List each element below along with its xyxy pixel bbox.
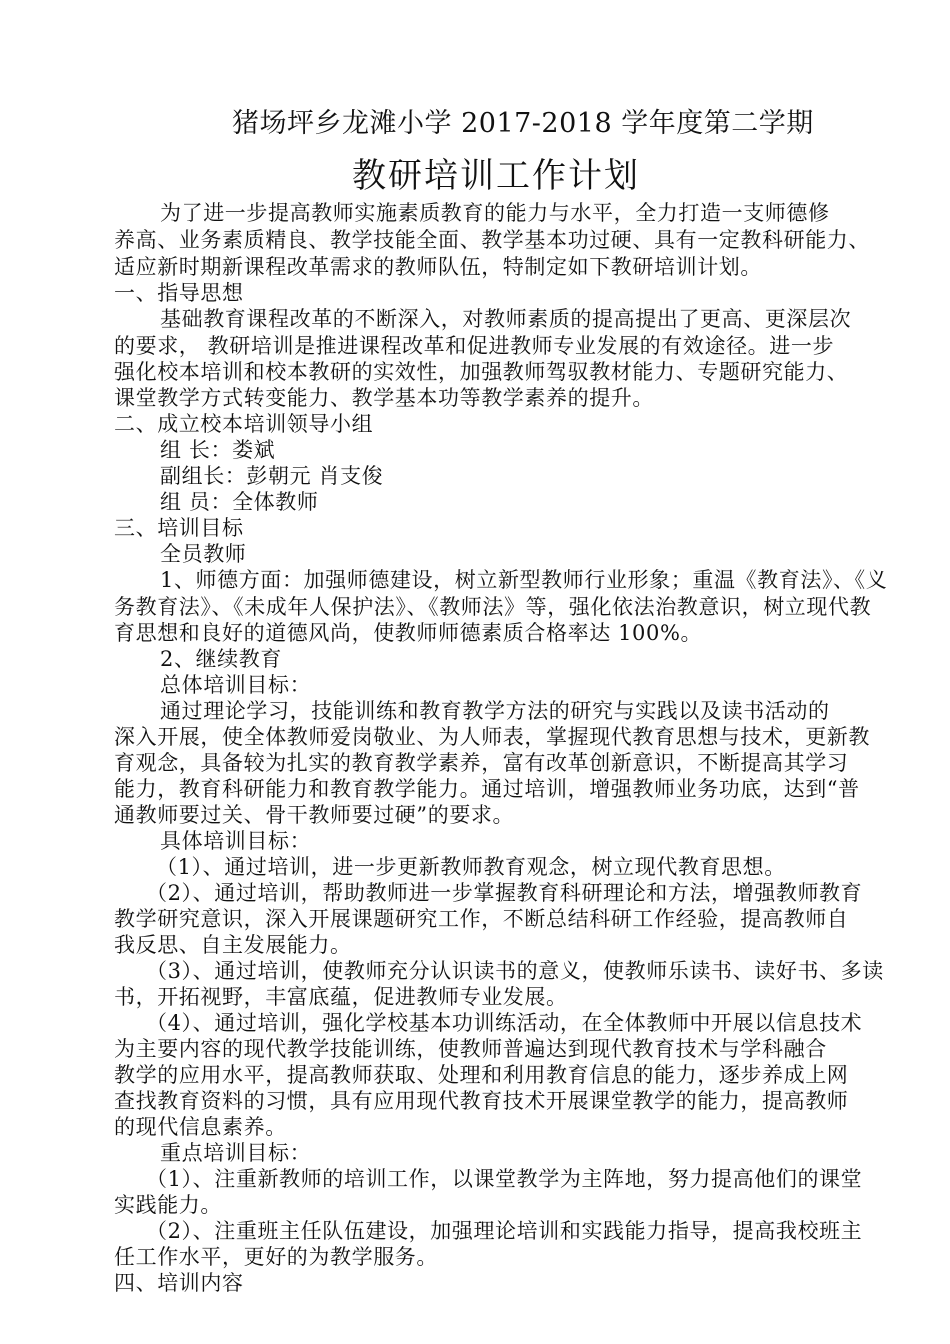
paragraph-line: 能力，教育科研能力和教育教学能力。通过培训，增强教师业务功底，达到“普 xyxy=(114,777,860,801)
sub-heading: 重点培训目标： xyxy=(160,1141,312,1165)
list-item: （1）、通过培训，进一步更新教师教育观念，树立现代教育思想。 xyxy=(156,855,786,879)
paragraph-line: 1、师德方面：加强师德建设，树立新型教师行业形象；重温《教育法》、《义 xyxy=(160,568,888,592)
group-deputy-leader: 副组长：彭朝元 肖支俊 xyxy=(160,464,384,488)
paragraph-line: 教学研究意识，深入开展课题研究工作，不断总结科研工作经验，提高教师自 xyxy=(114,907,849,931)
paragraph-line: 通教师要过关、骨干教师要过硬”的要求。 xyxy=(114,803,515,827)
sub-heading: 全员教师 xyxy=(160,542,247,566)
paragraph-line: 查找教育资料的习惯，具有应用现代教育技术开展课堂教学的能力，提高教师 xyxy=(114,1089,849,1113)
paragraph-line: 为主要内容的现代教学技能训练，使教师普遍达到现代教育技术与学科融合 xyxy=(114,1037,827,1061)
list-item: （1）、注重新教师的培训工作，以课堂教学为主阵地，努力提高他们的课堂 xyxy=(146,1167,863,1191)
paragraph-line: 的要求， 教研培训是推进课程改革和促进教师专业发展的有效途径。进一步 xyxy=(114,334,835,358)
group-members: 组 员：全体教师 xyxy=(160,490,319,514)
list-item: （2）、通过培训，帮助教师进一步掌握教育科研理论和方法，增强教师教育 xyxy=(146,881,863,905)
paragraph-line: 育思想和良好的道德风尚，使教师师德素质合格率达 100%。 xyxy=(114,621,703,645)
paragraph-line: 育观念，具备较为扎实的教育教学素养，富有改革创新意识，不断提高其学习 xyxy=(114,751,849,775)
paragraph-line: 强化校本培训和校本教研的实效性，加强教师驾驭教材能力、专题研究能力、 xyxy=(114,360,849,384)
section-heading: 一、指导思想 xyxy=(114,281,244,305)
paragraph-line: 深入开展，使全体教师爱岗敬业、为人师表，掌握现代教育思想与技术，更新教 xyxy=(114,725,870,749)
paragraph-line: 实践能力。 xyxy=(114,1193,222,1217)
paragraph-line: 基础教育课程改革的不断深入，对教师素质的提高提出了更高、更深层次 xyxy=(160,307,852,331)
paragraph-line: 为了进一步提高教师实施素质教育的能力与水平，全力打造一支师德修 xyxy=(160,201,830,225)
sub-heading: 2、继续教育 xyxy=(160,647,282,671)
list-item: （2）、注重班主任队伍建设，加强理论培训和实践能力指导，提高我校班主 xyxy=(146,1219,863,1243)
list-item: （4）、通过培训，强化学校基本功训练活动，在全体教师中开展以信息技术 xyxy=(146,1011,863,1035)
sub-heading: 具体培训目标： xyxy=(160,829,312,853)
paragraph-line: 课堂教学方式转变能力、教学基本功等教学素养的提升。 xyxy=(114,386,654,410)
section-heading: 三、培训目标 xyxy=(114,516,244,540)
section-heading: 四、培训内容 xyxy=(114,1271,244,1295)
paragraph-line: 务教育法》、《未成年人保护法》、《教师法》等，强化依法治教意识，树立现代教 xyxy=(114,595,872,619)
paragraph-line: 养高、业务素质精良、教学技能全面、教学基本功过硬、具有一定教科研能力、 xyxy=(114,228,870,252)
document-title-plan: 教研培训工作计划 xyxy=(352,156,640,196)
document-title-school-term: 猪场坪乡龙滩小学 2017-2018 学年度第二学期 xyxy=(232,108,814,139)
paragraph-line: 任工作水平，更好的为教学服务。 xyxy=(114,1245,438,1269)
sub-heading: 总体培训目标： xyxy=(160,673,312,697)
section-heading: 二、成立校本培训领导小组 xyxy=(114,412,374,436)
paragraph-line: 我反思、自主发展能力。 xyxy=(114,933,352,957)
paragraph-line: 书，开拓视野，丰富底蕴，促进教师专业发展。 xyxy=(114,985,568,1009)
list-item: （3）、通过培训，使教师充分认识读书的意义，使教师乐读书、读好书、多读 xyxy=(146,959,884,983)
paragraph-line: 教学的应用水平，提高教师获取、处理和利用教育信息的能力，逐步养成上网 xyxy=(114,1063,849,1087)
paragraph-line: 通过理论学习，技能训练和教育教学方法的研究与实践以及读书活动的 xyxy=(160,699,830,723)
paragraph-line: 的现代信息素养。 xyxy=(114,1115,287,1139)
group-leader: 组 长：娄斌 xyxy=(160,438,276,462)
paragraph-line: 适应新时期新课程改革需求的教师队伍，特制定如下教研培训计划。 xyxy=(114,255,762,279)
